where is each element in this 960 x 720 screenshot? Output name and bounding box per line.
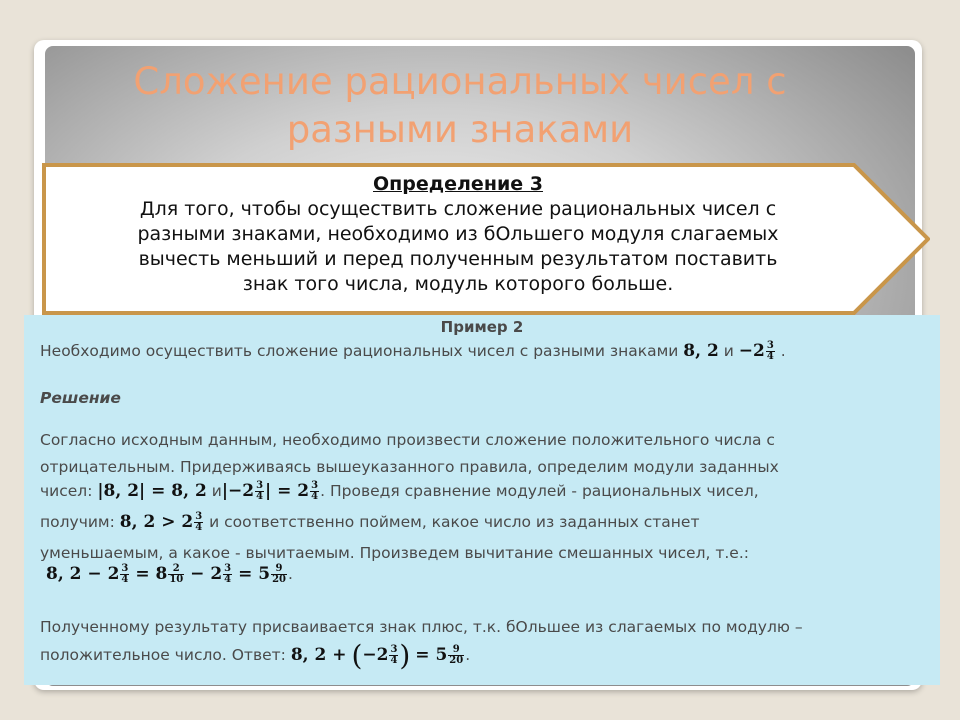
answer-result-fraction (448, 645, 464, 666)
task-and: и (723, 342, 734, 360)
title-line-1: Сложение рациональных чисел с (133, 60, 787, 103)
task-number-b: −2 (738, 341, 765, 361)
calc-fraction-result (271, 564, 287, 585)
answer-result: = 5 (415, 645, 448, 665)
example-panel (24, 315, 940, 685)
fraction-numerator: 9 (271, 564, 287, 575)
paragraph-1-line-3 (40, 481, 759, 502)
calc-fraction-2 (168, 564, 184, 585)
calc-fraction-1 (120, 564, 129, 585)
comparison-fraction (194, 512, 203, 533)
fraction-denominator: 4 (195, 522, 203, 533)
answer-prefix: положительное число. Ответ: (40, 646, 286, 664)
paragraph-2-line-2: положительное число. Ответ: 8, 2 + (−2 $\frac{3}{4}$ ) = 5 $\frac{9}{20}$ . (40, 639, 471, 672)
definition-line-3: вычесть меньший и перед полученным результатом поставить (138, 248, 778, 270)
definition-line-4: знак того числа, модуль которого больше. (242, 273, 674, 295)
calc-left: 8, 2 − 2 (46, 564, 120, 584)
line3-prefix: чисел: (40, 482, 93, 500)
paragraph-2-line-1: Полученному результату присваивается знак плюс, т.к. бОльшее из слагаемых по модулю – (40, 618, 803, 636)
modulus-b-result-fraction (310, 481, 319, 502)
fraction-denominator: 4 (256, 491, 264, 502)
definition-text (58, 172, 858, 297)
fraction-numerator: 3 (195, 511, 203, 522)
task-text: Необходимо осуществить сложение рациональных чисел с разными знаками (40, 342, 679, 360)
fraction-denominator: 20 (449, 655, 464, 666)
line3-and: и (211, 482, 222, 500)
definition-line-1: Для того, чтобы осуществить сложение рациональных чисел с (139, 198, 777, 220)
fraction-numerator: 3 (390, 644, 398, 655)
fraction-denominator: 4 (311, 491, 319, 502)
example-title: Пример 2 (440, 318, 524, 336)
task-number-a: 8, 2 (683, 341, 719, 361)
close-paren: ) (399, 639, 411, 672)
line4-prefix: получим: (40, 513, 115, 531)
fraction-numerator: 3 (311, 480, 319, 491)
fraction-denominator: 4 (390, 655, 398, 666)
paragraph-1-line-4 (40, 512, 699, 533)
modulus-b-fraction (255, 481, 264, 502)
fraction-numerator: 9 (448, 645, 464, 656)
title-line-2: разными знаками (286, 108, 634, 151)
comparison: 8, 2 > 2 (119, 512, 194, 532)
definition-line-2: разными знаками, необходимо из бОльшего модуля слагаемых (137, 223, 779, 245)
paragraph-1-line-2: отрицательным. Придерживаясь вышеуказанного правила, определим модули заданных (40, 458, 779, 476)
slide-title (45, 58, 875, 154)
modulus-b: |−2 (221, 481, 255, 501)
line3-suffix: . Проведя сравнение модулей - рациональных чисел, (320, 482, 759, 500)
fraction-denominator: 4 (766, 351, 774, 362)
calc-fraction-3 (223, 564, 232, 585)
calc-minus: − 2 (190, 564, 223, 584)
modulus-b-result: | = 2 (265, 481, 310, 501)
fraction-denominator: 10 (169, 574, 184, 585)
fraction-denominator: 20 (272, 574, 286, 585)
calc-eq-2: = 5 (238, 564, 271, 584)
solution-label: Решение (40, 389, 121, 407)
paragraph-1-line-5: уменьшаемым, а какое - вычитаемым. Произведем вычитание смешанных чисел, т.е.: (40, 544, 749, 562)
fraction-denominator: 4 (224, 574, 232, 585)
fraction-numerator: 3 (224, 563, 232, 574)
fraction-numerator: 2 (168, 564, 184, 575)
fraction-numerator: 3 (256, 480, 264, 491)
example-task: Необходимо осуществить сложение рациональных чисел с разными знаками 8, 2 и −2 $\frac{3}{4}$ . (40, 340, 786, 362)
calc-eq-1: = 8 (135, 564, 168, 584)
calculation: 8, 2 − 2 $\frac{3}{4}$ = 8 $\frac{2}{10}$ − 2 $\frac{3}{4}$ = 5 $\frac{9}{20}$ . (46, 563, 293, 585)
fraction-numerator: 3 (121, 563, 129, 574)
answer-left: 8, 2 + (290, 645, 347, 665)
fraction-denominator: 4 (121, 574, 129, 585)
line4-suffix: и соответственно поймем, какое число из заданных станет (209, 513, 700, 531)
modulus-a: |8, 2| = 8, 2 (97, 481, 207, 501)
paragraph-1-line-1: Согласно исходным данным, необходимо произвести сложение положительного числа с (40, 431, 775, 449)
answer-fraction (389, 645, 398, 666)
definition-heading: Определение 3 (373, 173, 543, 195)
open-paren: ( (351, 639, 363, 672)
task-number-b-fraction (766, 341, 775, 362)
fraction-numerator: 3 (766, 340, 774, 351)
answer-negative: −2 (362, 645, 389, 665)
